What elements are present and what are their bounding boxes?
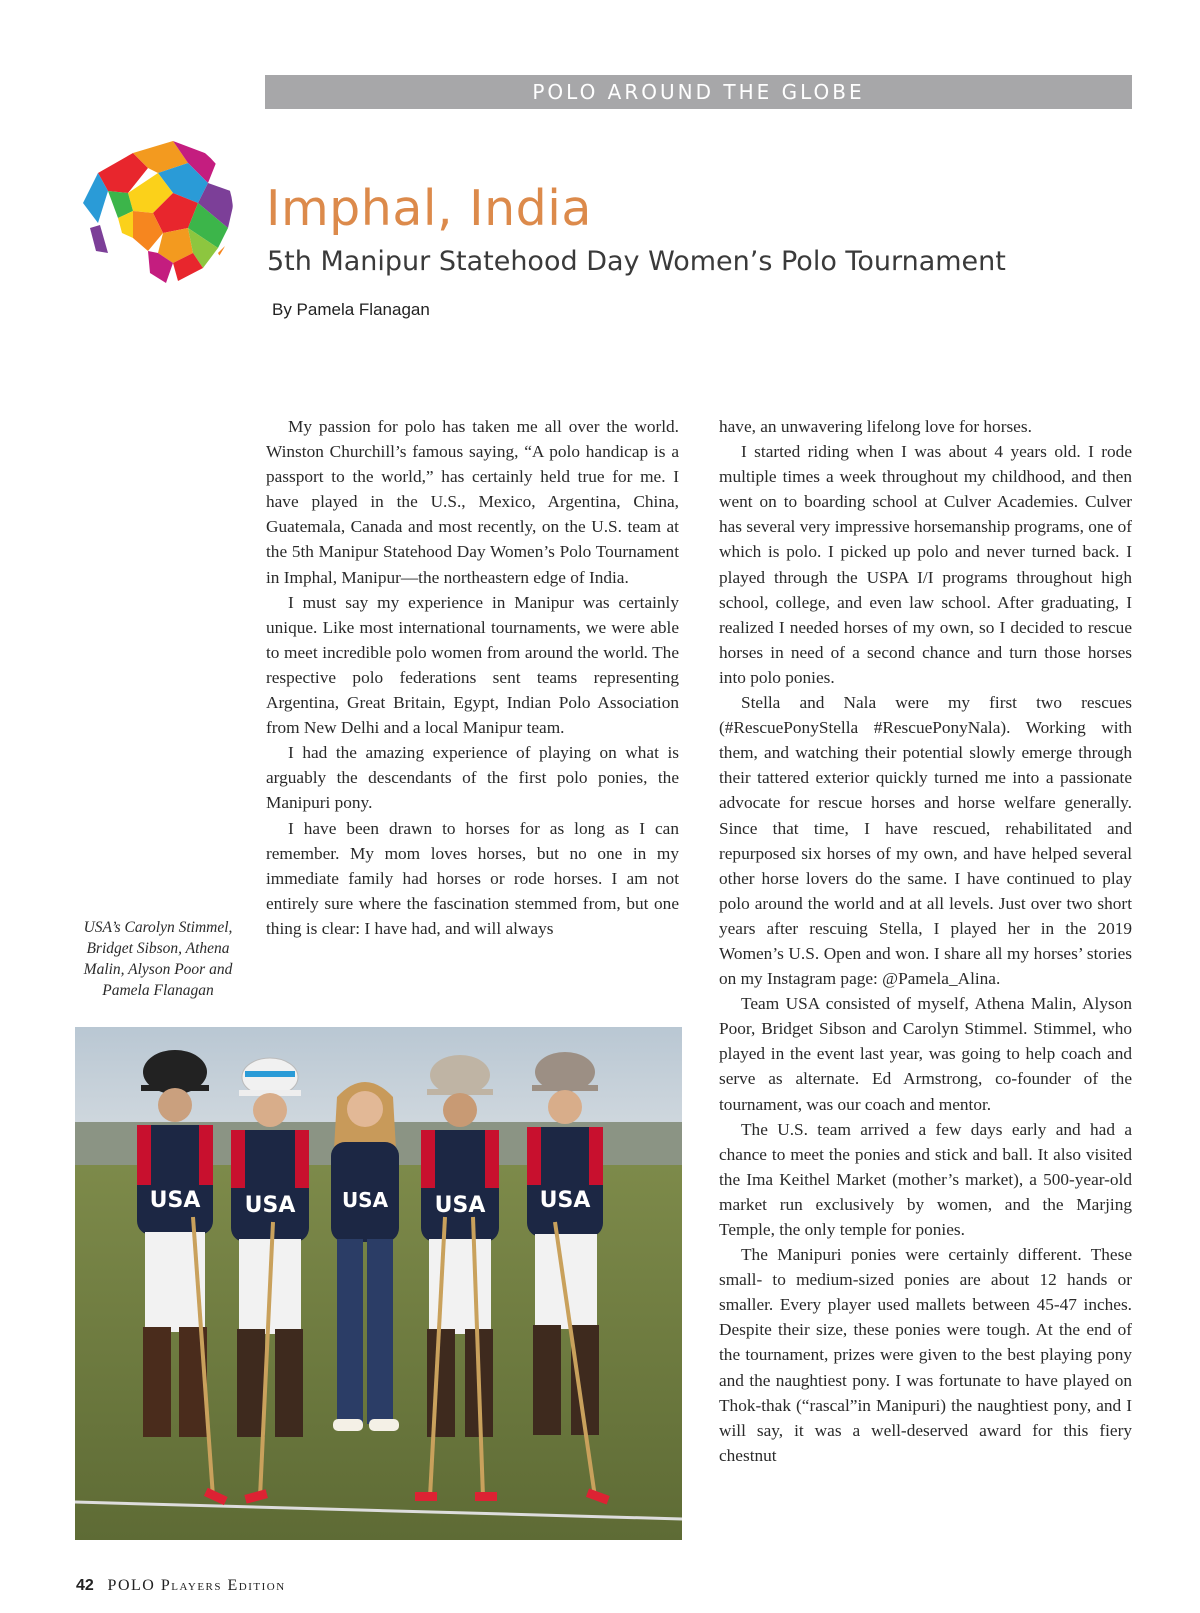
paragraph: My passion for polo has taken me all over the world. Winston Churchill’s famous saying, “A polo handicap is a passport to the world,” has certainly held true for me. I have played in the U.S., Mexico, Argentina, China, Guatemala, Canada and most recently, on the U.S. team at the 5th Manipur Statehood Day Women’s Polo Tournament in Imphal, Manipur—the northeastern edge of India. <box>266 417 679 587</box>
paragraph: The Manipuri ponies were certainly different. These small- to medium-sized ponies are about 12 hands or smaller. Every player used mallets between 45-47 inches. Despite their size, these ponies were tough. At the end of the tournament, prizes were given to the best playing pony and the naughtiest pony. I was fortunate to have played on Thok-thak (“rascal”in Manipuri) the naughtiest pony, and I will say, it was a well-deserved award for this fiery chestnut <box>719 1245 1132 1465</box>
jersey-usa-text: USA <box>539 1188 591 1213</box>
paragraph: I started riding when I was about 4 years old. I rode multiple times a week throughout my childhood, and then went on to boarding school at Culver Academies. Culver has several very impressive horsemanship programs, one of which is polo. I picked up polo and never turned back. I played through the USPA I/I programs throughout high school, college, and even law school. After graduating, I realized I needed horses of my own, so I decided to rescue horses in need of a second chance and turn those horses into polo ponies. <box>719 442 1132 687</box>
photo-caption: USA’s Carolyn Stimmel, Bridget Sibson, Athena Malin, Alyson Poor and Pamela Flanagan <box>83 919 233 999</box>
article-subtitle: 5th Manipur Statehood Day Women’s Polo Tournament <box>267 246 1006 277</box>
magazine-name: POLO Players Edition <box>107 1577 286 1594</box>
article-title: Imphal, India <box>266 180 592 237</box>
paragraph: Team USA consisted of myself, Athena Malin, Alyson Poor, Bridget Sibson and Carolyn Stimmel. Stimmel, who played in the event last year, was going to help coach and serve as alternate. Ed Armstrong, co-founder of the tournament, was our coach and mentor. <box>719 994 1132 1114</box>
paragraph: I have been drawn to horses for as long as I can remember. My mom loves horses, but no one in my immediate family had horses or rode horses. I am not entirely sure where the fascination stemmed from, but one thing is clear: I have had, and will always <box>266 818 679 938</box>
jersey-usa-text: USA <box>149 1188 201 1213</box>
article-right-column <box>719 414 1132 1468</box>
paragraph: Stella and Nala were my first two rescues (#RescuePonyStella #RescuePonyNala). Working with them, and watching their potential slowly emerge through their tattered exterior quickly turned me into a passionate advocate for rescue horses and horse welfare generally. Since that time, I have rescued, rehabilitated and repurposed six horses of my own, and have helped several other horse lovers do the same. I have continued to play polo around the world and at all levels. Just over two short years after rescuing Stella, I played her in the 2019 Women’s U.S. Open and won. I share all my horses’ stories on my Instagram page: @Pamela_Alina. <box>719 693 1132 989</box>
paragraph: I must say my experience in Manipur was certainly unique. Like most international tournaments, we were able to meet incredible polo women from around the world. The respective polo federations sent teams representing Argentina, Great Britain, Egypt, Indian Polo Association from New Delhi and a local Manipur team. <box>266 592 679 738</box>
paragraph: I had the amazing experience of playing on what is arguably the descendants of the first polo ponies, the Manipuri pony. <box>266 743 679 813</box>
page-footer <box>76 1577 286 1595</box>
jersey-usa-text: USA <box>244 1193 296 1218</box>
team-photo <box>75 1027 682 1540</box>
paragraph: The U.S. team arrived a few days early and had a chance to meet the ponies and stick and ball. It also visited the Ima Keithel Market (mother’s market), a 500-year-old market run exclusively by women, and the Marjing Temple, the only temple for ponies. <box>719 1119 1132 1239</box>
colorful-globe-logo <box>78 133 236 291</box>
article-byline: By Pamela Flanagan <box>272 300 430 319</box>
paragraph: have, an unwavering lifelong love for horses. <box>719 417 1032 436</box>
jersey-usa-text: USA <box>341 1188 389 1212</box>
jersey-usa-text: USA <box>434 1193 486 1218</box>
section-banner: POLO AROUND THE GLOBE <box>265 75 1132 109</box>
article-left-column <box>266 414 679 941</box>
page-number: 42 <box>76 1577 94 1594</box>
